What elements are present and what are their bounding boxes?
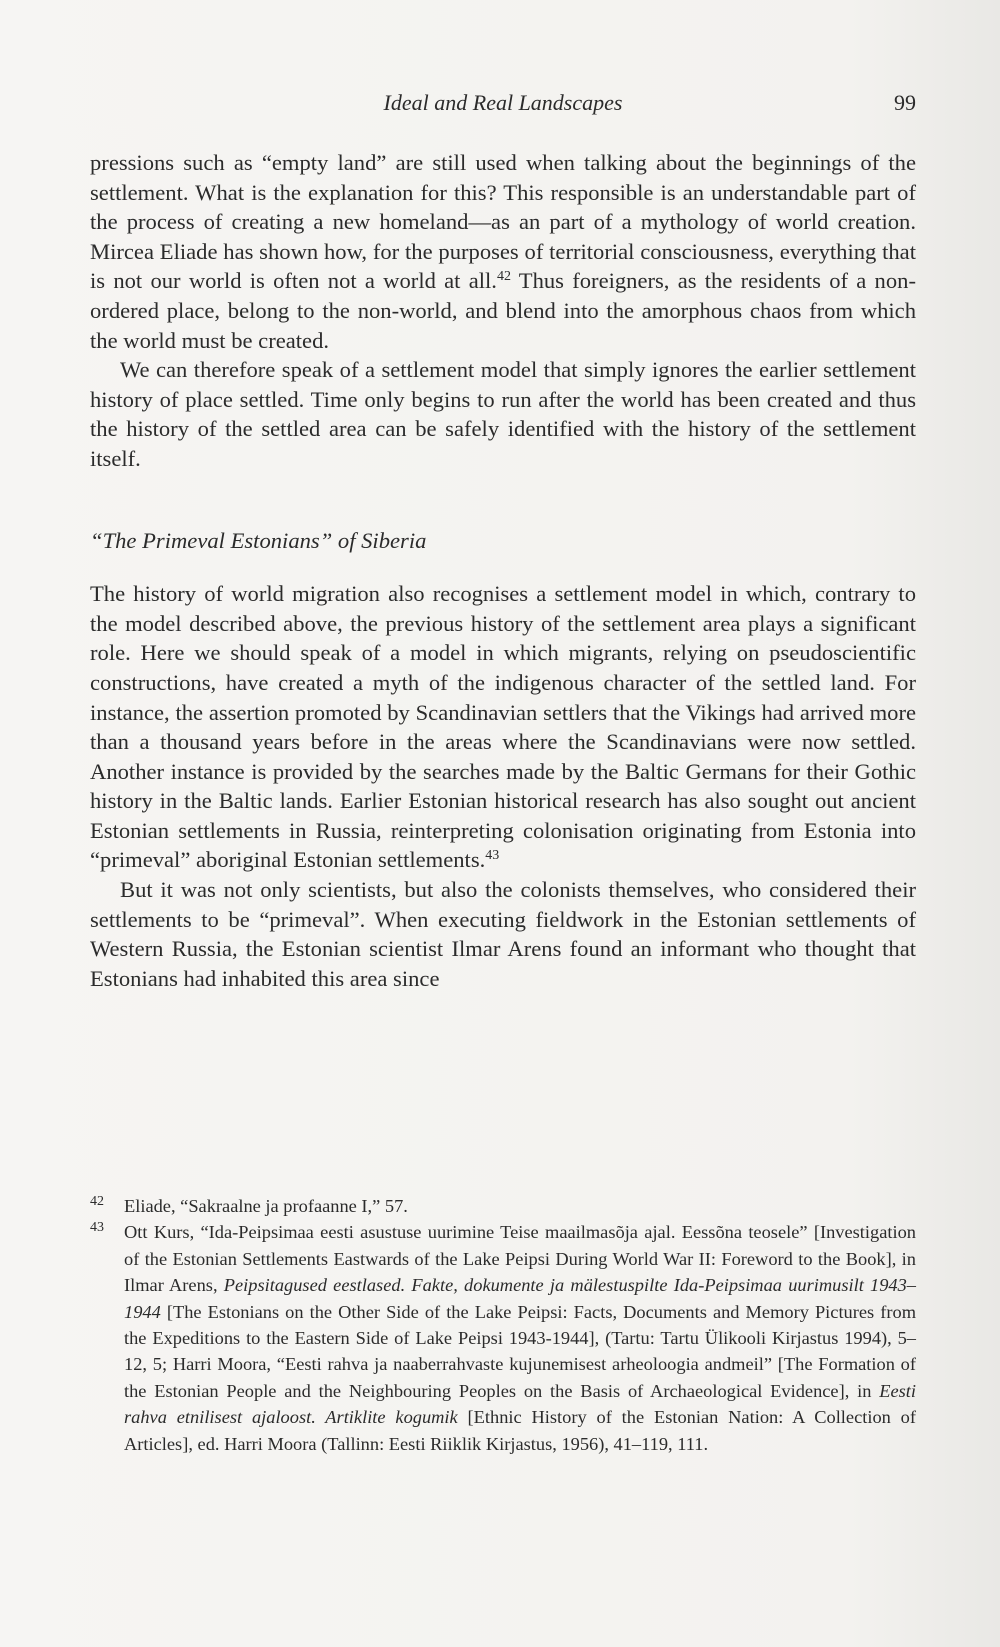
paragraph-2: We can therefore speak of a settlement model that simply ignores the earlier settlement history of place settled. Time only begins to run after the world has been created and thus the history of the settled area can be safely identified with the history of the settlement itself.	[90, 357, 916, 471]
paragraph-1-text: pressions such as “empty land” are still used when talking about the beginnings of the settlement. What is the explanation for this? This responsible is an understandable part of the process of creating a new homeland—as an part of a mythology of world creation. Mircea Eliade has shown how, for the purposes of territorial consciousness, everything that is not our world is often not a world at all.	[90, 150, 916, 294]
footnote-text: Eliade, “Sakraalne ja profaanne I,” 57.	[124, 1196, 408, 1216]
footnote-42	[90, 1193, 916, 1219]
footnote-43-title-1: Peipsitagused eestlased. Fakte, dokumente ja mälestuspilte Ida-Peipsimaa uurimusilt 1943–1944	[124, 1275, 917, 1322]
footnote-number: 43	[90, 1220, 104, 1236]
footnote-ref-43: 43	[485, 848, 500, 864]
footnote-43-title-2: Eesti rahva etnilisest ajaloost. Artiklite kogumik	[124, 1380, 916, 1428]
footnote-text	[124, 1219, 916, 1457]
paragraph-3	[90, 579, 916, 875]
footnote-number: 42	[90, 1194, 104, 1209]
page-number: 99	[894, 90, 916, 115]
paragraph-1	[90, 148, 916, 355]
footnote-43	[90, 1219, 916, 1457]
footnote-43-part-1: Ott Kurs, “Ida-Peipsimaa eesti asustuse uurimine Teise maailmasõja ajal. Eessõna teosele” [Investigation of the Estonian Settlements Eastwards of the Lake Peipsi During World War II: Foreword to the Book], in Ilmar Arens,	[124, 1222, 916, 1296]
paragraph-1-continued: Thus foreigners, as the residents of a non-ordered place, belong to the non-world, and blend into the amorphous chaos from which the world must be created.	[90, 268, 916, 353]
footnotes	[90, 1193, 916, 1457]
paragraph-3-text: The history of world migration also recognises a settlement model in which, contrary to the model described above, the previous history of the settlement area plays a significant role. Here we should speak of a model in which migrants, relying on pseudoscientific constructions, have created a myth of the indigenous character of the settled land. For instance, the assertion promoted by Scandinavian settlers that the Vikings had arrived more than a thousand years before in the areas where the Scandinavians were now settled. Another instance is provided by the searches made by the Baltic Germans for their Gothic history in the Baltic lands. Earlier Estonian historical research has also sought out ancient Estonian settlements in Russia, reinterpreting colonisation originating from Estonia into “primeval” aboriginal Estonian settlements.	[90, 581, 916, 873]
footnote-ref-42: 42	[496, 269, 511, 285]
section-heading: “The Primeval Estonians” of Siberia	[90, 527, 427, 553]
footnote-43-part-2: [The Estonians on the Other Side of the Lake Peipsi: Facts, Documents and Memory Pictures from the Expeditions to the Eastern Side of Lake Peipsi 1943-1944], (Tartu: Tartu Ülikooli Kirjastus 1994), 5–12, 5; Harri Moora, “Eesti rahva ja naaberrahvaste kujunemisest arheoloogia andmeil” [The Formation of the Estonian People and the Neighbouring Peoples on the Basis of Archaeological Evidence], in	[124, 1301, 916, 1401]
paragraph-4: But it was not only scientists, but also the colonists themselves, who considered their settlements to be “primeval”. When executing fieldwork in the Estonian settlements of Western Russia, the Estonian scientist Ilmar Arens found an informant who thought that Estonians had inhabited this area since	[90, 877, 916, 991]
running-head	[90, 86, 916, 122]
footnote-43-part-3: [Ethnic History of the Estonian Nation: A Collection of Articles], ed. Harri Moora (Tallinn: Eesti Riiklik Kirjastus, 1956), 41–119, 111.	[124, 1407, 916, 1454]
body-text	[90, 148, 916, 993]
running-title: Ideal and Real Landscapes	[383, 90, 623, 115]
